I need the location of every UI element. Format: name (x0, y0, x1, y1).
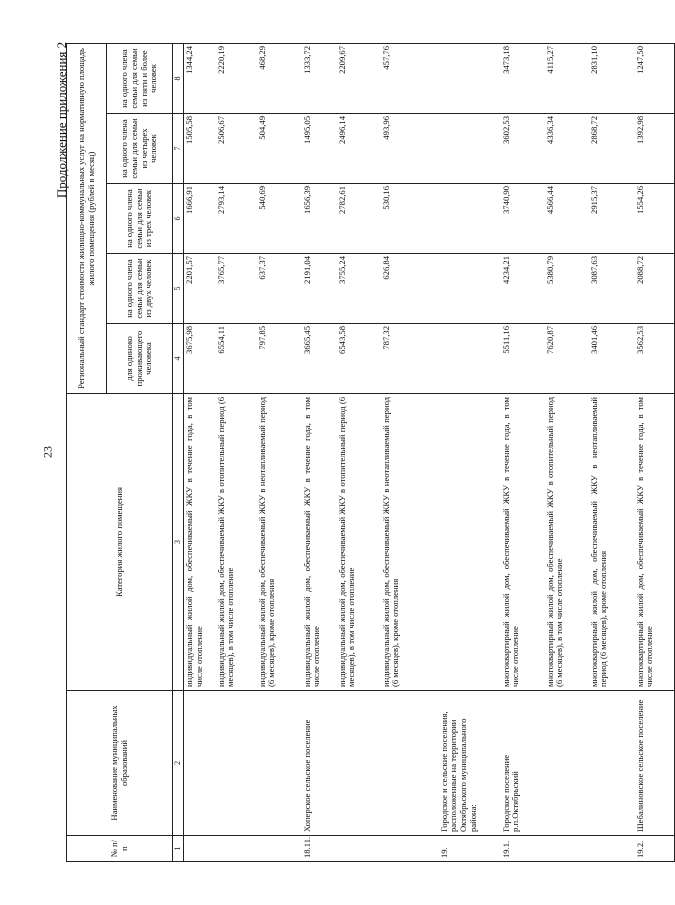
row-number: 19.2. (635, 836, 675, 862)
value-family-2: 2201,57 (184, 254, 216, 324)
table-head (67, 43, 184, 861)
appendix-label: Продолжение приложения 2 (54, 41, 69, 199)
value-family-5 (439, 43, 501, 113)
head-col-category: Категория жилого помещения (67, 394, 173, 691)
column-number: 5 (173, 254, 184, 324)
value-single: 6554,11 (216, 324, 257, 394)
value-single: 787,32 (381, 324, 439, 394)
municipality-name (257, 691, 302, 836)
row-number (184, 836, 216, 862)
housing-standard-table (66, 43, 675, 862)
value-family-5: 2209,67 (337, 43, 381, 113)
column-number: 7 (173, 114, 184, 184)
head-col-no: № п/п (67, 836, 173, 862)
value-family-4: 1392,98 (635, 114, 675, 184)
value-family-2: 637,37 (257, 254, 302, 324)
value-single: 7620,87 (545, 324, 589, 394)
value-family-3 (439, 184, 501, 254)
table-row (302, 43, 337, 861)
value-family-2: 3765,77 (216, 254, 257, 324)
rotated-sheet (66, 44, 655, 862)
housing-category: индивидуальный жилой дом, обеспечиваемый ЖКУ в течение года, в том числе отопление (184, 394, 216, 691)
table-row (257, 43, 302, 861)
housing-category (439, 394, 501, 691)
value-family-3: 2782,61 (337, 184, 381, 254)
value-family-3: 1656,39 (302, 184, 337, 254)
housing-category: многоквартирный жилой дом, обеспечиваемый ЖКУ в неотапливаемый период (6 месяцев), кроме отопления (589, 394, 635, 691)
value-single (439, 324, 501, 394)
value-family-4: 3602,53 (501, 114, 545, 184)
value-family-2: 2088,72 (635, 254, 675, 324)
head-sub-3: на одного члена семьи для семьи из трех человек (107, 184, 173, 254)
value-family-4: 2496,14 (337, 114, 381, 184)
column-number-row (173, 43, 184, 861)
table-row (589, 43, 635, 861)
table-row (337, 43, 381, 861)
column-number: 4 (173, 324, 184, 394)
housing-category: многоквартирный жилой дом, обеспечиваемый ЖКУ в отопительный период (6 месяцев), в том числе отопление (545, 394, 589, 691)
value-family-5: 1344,24 (184, 43, 216, 113)
head-col-standard: Региональный стандарт стоимости жилищно-коммунальных услуг на нормативную площадь жилого помещения (рублей в месяц) (67, 43, 107, 393)
value-family-5: 468,29 (257, 43, 302, 113)
housing-category: индивидуальный жилой дом, обеспечиваемый ЖКУ в отопительный период (6 месяцев), в том числе отопление (216, 394, 257, 691)
municipality-name (184, 691, 216, 836)
head-sub-2: на одного члена семьи для семьи из двух человек (107, 254, 173, 324)
row-number (257, 836, 302, 862)
row-number: 19. (439, 836, 501, 862)
value-family-2: 2191,04 (302, 254, 337, 324)
housing-category: многоквартирный жилой дом, обеспечиваемый ЖКУ в течение года, в том числе отопление (635, 394, 675, 691)
value-single: 5511,16 (501, 324, 545, 394)
value-family-3: 2915,37 (589, 184, 635, 254)
housing-category: индивидуальный жилой дом, обеспечиваемый ЖКУ в течение года, в том числе отопление (302, 394, 337, 691)
row-number (545, 836, 589, 862)
table-row (216, 43, 257, 861)
value-family-4: 4336,34 (545, 114, 589, 184)
value-family-4: 2506,67 (216, 114, 257, 184)
row-number (337, 836, 381, 862)
row-number: 18.11. (302, 836, 337, 862)
table-row (381, 43, 439, 861)
table-row (184, 43, 216, 861)
value-family-2: 3087,63 (589, 254, 635, 324)
row-number: 19.1. (501, 836, 545, 862)
value-family-3: 3740,90 (501, 184, 545, 254)
table-row (545, 43, 589, 861)
row-number (381, 836, 439, 862)
municipality-name: Шебалиновское сельское поселение (635, 691, 675, 836)
value-family-3: 4566,44 (545, 184, 589, 254)
table-body (184, 43, 675, 861)
column-number: 8 (173, 43, 184, 113)
value-family-3: 2793,14 (216, 184, 257, 254)
housing-category: многоквартирный жилой дом, обеспечиваемый ЖКУ в течение года, в том числе отопление (501, 394, 545, 691)
value-single: 3562,53 (635, 324, 675, 394)
value-family-4: 493,96 (381, 114, 439, 184)
municipality-name: Городское и сельские поселения, расположенные на территории Октябрьского муниципального района: (439, 691, 501, 836)
value-family-5: 1247,50 (635, 43, 675, 113)
municipality-name: Городское поселение р.п.Октябрьский (501, 691, 545, 836)
table-row (501, 43, 545, 861)
value-family-4: 2868,72 (589, 114, 635, 184)
row-number (589, 836, 635, 862)
table-row (635, 43, 675, 861)
value-family-2: 4234,21 (501, 254, 545, 324)
municipality-name (589, 691, 635, 836)
value-family-4: 504,49 (257, 114, 302, 184)
value-family-4: 1505,58 (184, 114, 216, 184)
municipality-name (545, 691, 589, 836)
municipality-name: Хоперское сельское поселение (302, 691, 337, 836)
municipality-name (381, 691, 439, 836)
table-row (439, 43, 501, 861)
column-number: 1 (173, 836, 184, 862)
value-family-4: 1495,05 (302, 114, 337, 184)
value-family-5: 3473,18 (501, 43, 545, 113)
value-single: 3665,45 (302, 324, 337, 394)
value-family-5: 4115,27 (545, 43, 589, 113)
housing-category: индивидуальный жилой дом, обеспечиваемый ЖКУ в неотапливаемый период (6 месяцев), кроме отопления (257, 394, 302, 691)
value-single: 6543,58 (337, 324, 381, 394)
value-family-5: 2831,10 (589, 43, 635, 113)
value-single: 3401,46 (589, 324, 635, 394)
value-family-2: 626,84 (381, 254, 439, 324)
value-family-3: 1666,91 (184, 184, 216, 254)
municipality-name (337, 691, 381, 836)
column-number: 6 (173, 184, 184, 254)
municipality-name (216, 691, 257, 836)
value-single: 3675,98 (184, 324, 216, 394)
value-family-3: 530,16 (381, 184, 439, 254)
row-number (216, 836, 257, 862)
value-family-5: 1333,72 (302, 43, 337, 113)
column-number: 3 (173, 394, 184, 691)
value-family-2: 5380,79 (545, 254, 589, 324)
head-col-name: Наименование муниципальных образований (67, 691, 173, 836)
value-family-4 (439, 114, 501, 184)
value-family-3: 1554,26 (635, 184, 675, 254)
value-family-2 (439, 254, 501, 324)
head-sub-1: для одиноко проживающего человека (107, 324, 173, 394)
head-sub-5: на одного члена семьи для семьи из пяти и более человек (107, 43, 173, 113)
value-family-5: 2220,19 (216, 43, 257, 113)
column-number: 2 (173, 691, 184, 836)
head-sub-4: на одного члена семьи для семьи из четырех человек (107, 114, 173, 184)
housing-category: индивидуальный жилой дом, обеспечиваемый ЖКУ в неотапливаемый период (6 месяцев), кроме отопления (381, 394, 439, 691)
value-family-2: 3755,24 (337, 254, 381, 324)
value-family-5: 457,76 (381, 43, 439, 113)
value-family-3: 540,69 (257, 184, 302, 254)
value-single: 797,85 (257, 324, 302, 394)
housing-category: индивидуальный жилой дом, обеспечиваемый ЖКУ в отопительный период (6 месяцев), в том числе отопление (337, 394, 381, 691)
page-number: 23 (40, 446, 55, 458)
